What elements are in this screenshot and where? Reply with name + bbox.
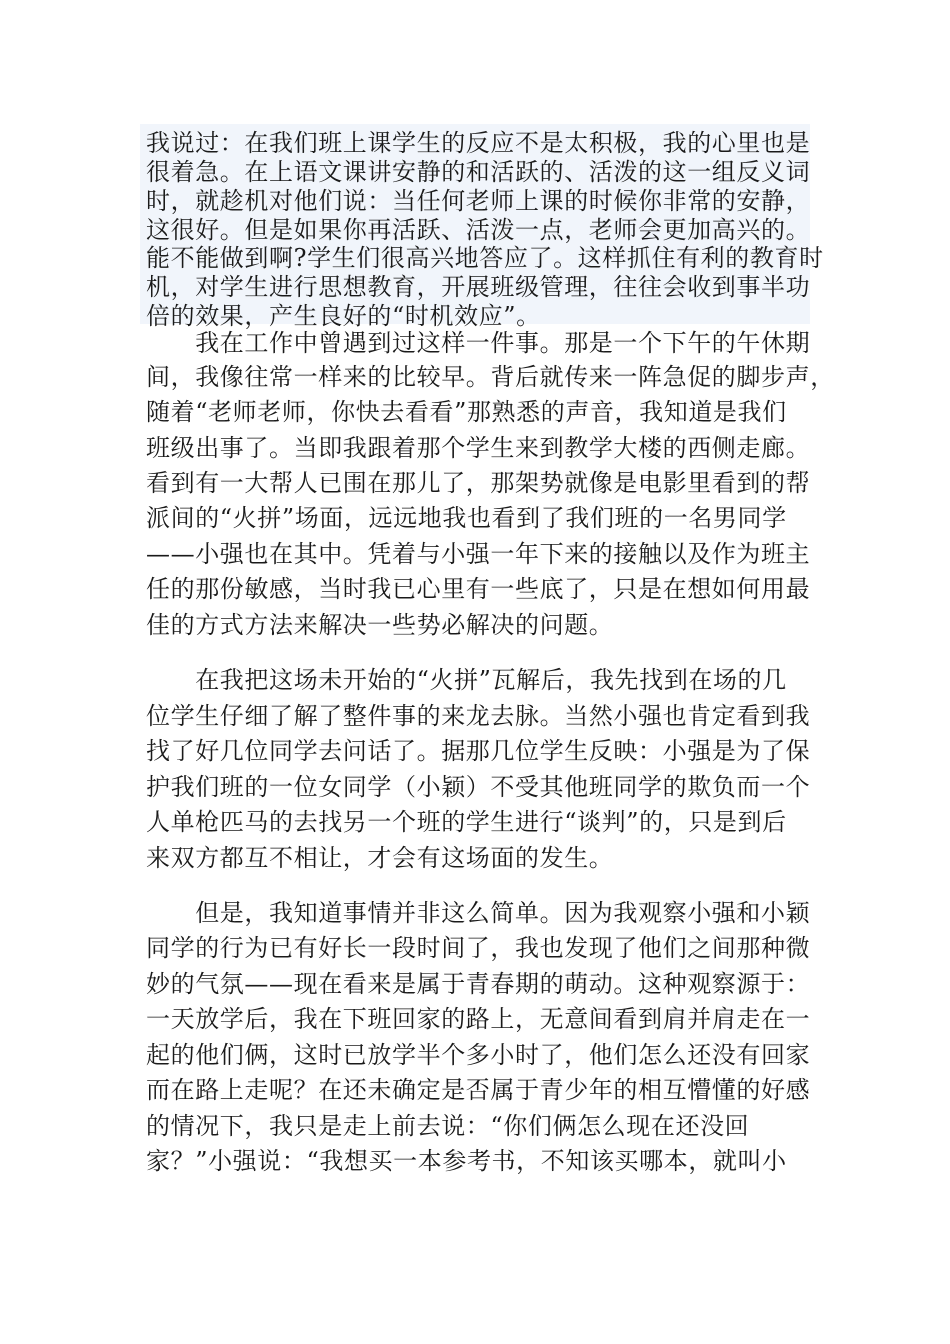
text-line: 能不能做到啊?学生们很高兴地答应了。这样抓住有利的教育时: [146, 244, 824, 272]
text-line: 而在路上走呢？在还未确定是否属于青少年的相互懵懂的好感: [146, 1076, 811, 1104]
text-line: 护我们班的一位女同学（小颖）不受其他班同学的欺负而一个: [146, 773, 811, 801]
text-line: 机，对学生进行思想教育，开展班级管理，往往会收到事半功: [146, 273, 811, 301]
text-line: 时，就趁机对他们说：当任何老师上课的时候你非常的安静，: [146, 187, 811, 215]
text-line: 来双方都互不相让，才会有这场面的发生。: [146, 844, 614, 872]
text-line: 同学的行为已有好长一段时间了，我也发现了他们之间那种微: [146, 934, 811, 962]
text-line: 倍的效果，产生良好的“时机效应”。: [146, 302, 541, 330]
text-line: 我在工作中曾遇到过这样一件事。那是一个下午的午休期: [146, 329, 811, 357]
text-line: 位学生仔细了解了整件事的来龙去脉。当然小强也肯定看到我: [146, 702, 811, 730]
text-line: 我说过：在我们班上课学生的反应不是太积极，我的心里也是: [146, 129, 811, 157]
text-line: ——小强也在其中。凭着与小强一年下来的接触以及作为班主: [146, 540, 811, 568]
text-line: 这很好。但是如果你再活跃、活泼一点，老师会更加高兴的。: [146, 216, 811, 244]
text-line: 一天放学后，我在下班回家的路上，无意间看到肩并肩走在一: [146, 1005, 811, 1033]
text-line: 很着急。在上语文课讲安静的和活跃的、活泼的这一组反义词: [146, 158, 811, 186]
text-line: 起的他们俩，这时已放学半个多小时了，他们怎么还没有回家: [146, 1041, 811, 1069]
text-line: 在我把这场未开始的“火拼”瓦解后，我先找到在场的几: [146, 666, 787, 694]
text-line: 妙的气氛——现在看来是属于青春期的萌动。这种观察源于：: [146, 970, 811, 998]
text-line: 班级出事了。当即我跟着那个学生来到教学大楼的西侧走廊。: [146, 434, 811, 462]
text-line: 派间的“火拼”场面，远远地我也看到了我们班的一名男同学: [146, 504, 787, 532]
text-line: 佳的方式方法来解决一些势必解决的问题。: [146, 611, 614, 639]
text-line: 的情况下，我只是走上前去说：“你们俩怎么现在还没回: [146, 1112, 750, 1140]
text-line: 间，我像往常一样来的比较早。背后就传来一阵急促的脚步声，: [146, 363, 835, 391]
text-line: 随着“老师老师，你快去看看”那熟悉的声音，我知道是我们: [146, 398, 787, 426]
text-line: 任的那份敏感，当时我已心里有一些底了，只是在想如何用最: [146, 575, 811, 603]
text-line: 家？”小强说：“我想买一本参考书，不知该买哪本，就叫小: [146, 1147, 787, 1175]
text-line: 看到有一大帮人已围在那儿了，那架势就像是电影里看到的帮: [146, 469, 811, 497]
text-line: 人单枪匹马的去找另一个班的学生进行“谈判”的，只是到后: [146, 808, 787, 836]
text-line: 但是，我知道事情并非这么简单。因为我观察小强和小颖: [146, 899, 811, 927]
text-line: 找了好几位同学去问话了。据那几位学生反映：小强是为了保: [146, 737, 811, 765]
